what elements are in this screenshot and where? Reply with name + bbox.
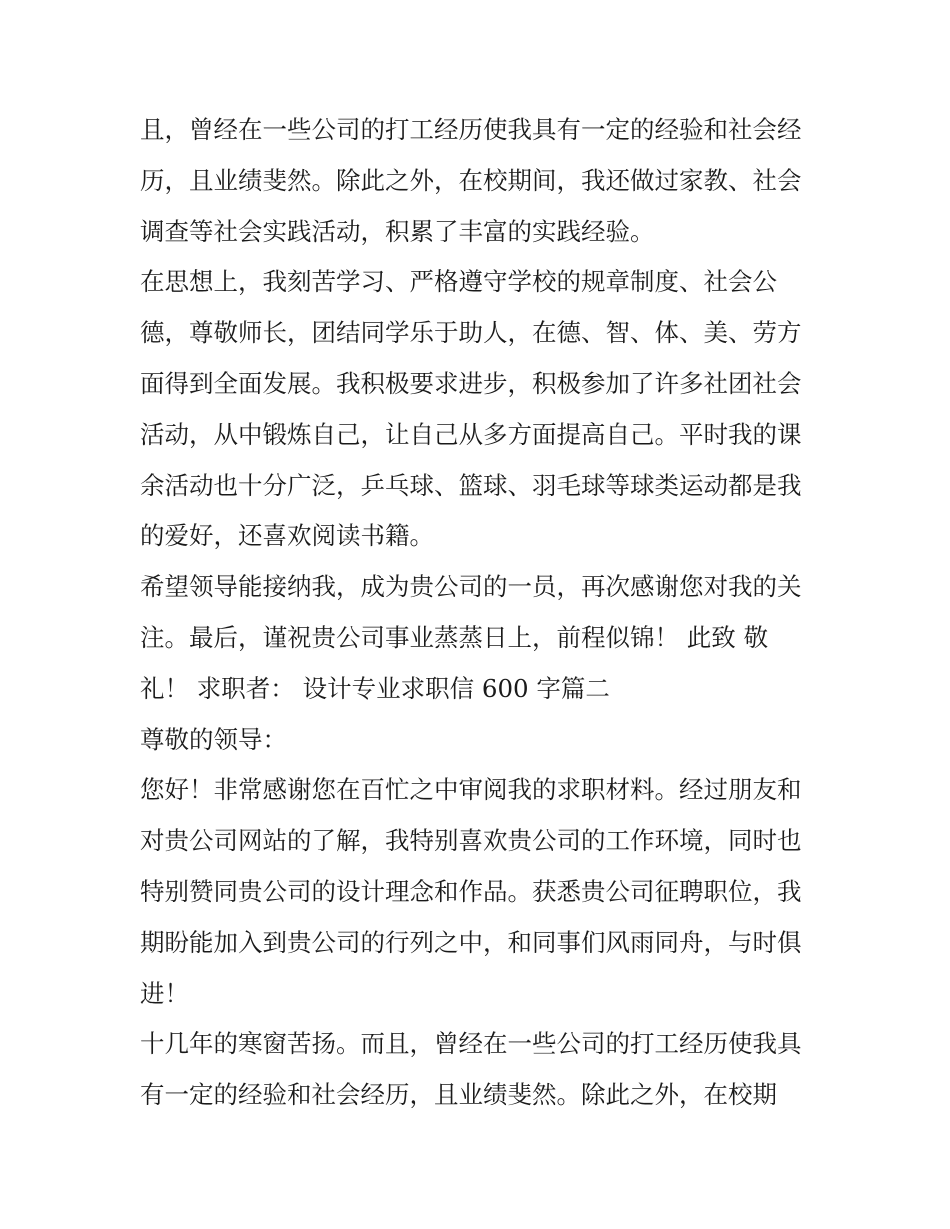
text-line: 且，曾经在一些公司的打工经历使我具有一定的经验和社会经 bbox=[140, 115, 802, 144]
text-line: 有一定的经验和社会经历，且业绩斐然。除此之外，在校期 bbox=[140, 1080, 777, 1110]
letter-body bbox=[140, 105, 820, 1121]
text-line: 对贵公司网站的了解，我特别喜欢贵公司的工作环境，同时也 bbox=[140, 826, 802, 856]
text-line: 特别赞同贵公司的设计理念和作品。获悉贵公司征聘职位，我 bbox=[140, 876, 802, 906]
text-line: 在思想上，我刻苦学习、严格遵守学校的规章制度、社会公 bbox=[140, 267, 777, 297]
text-line: 注。最后，谨祝贵公司事业蒸蒸日上，前程似锦！ 此致 敬 bbox=[140, 622, 769, 652]
salutation: 尊敬的领导： bbox=[140, 724, 287, 754]
text-line: 期盼能加入到贵公司的行列之中，和同事们风雨同舟，与时俱 bbox=[140, 927, 802, 957]
text-line: 调查等社会实践活动，积累了丰富的实践经验。 bbox=[140, 216, 655, 246]
text-line: 历，且业绩斐然。除此之外，在校期间，我还做过家教、社会 bbox=[140, 165, 802, 195]
text-line: 礼！ 求职者： 设计专业求职信 600 字篇二 bbox=[140, 673, 610, 703]
text-line: 您好！非常感谢您在百忙之中审阅我的求职材料。经过朋友和 bbox=[140, 775, 802, 805]
text-line: 希望领导能接纳我，成为贵公司的一员，再次感谢您对我的关 bbox=[140, 572, 802, 602]
text-line: 面得到全面发展。我积极要求进步，积极参加了许多社团社会 bbox=[140, 368, 802, 398]
text-line: 余活动也十分广泛，乒乓球、篮球、羽毛球等球类运动都是我 bbox=[140, 470, 802, 500]
text-line: 活动，从中锻炼自己，让自己从多方面提高自己。平时我的课 bbox=[140, 419, 802, 449]
text-line: 十几年的寒窗苦扬。而且，曾经在一些公司的打工经历使我具 bbox=[140, 1029, 802, 1059]
text-line: 德，尊敬师长，团结同学乐于助人，在德、智、体、美、劳方 bbox=[140, 318, 802, 348]
text-line: 的爱好，还喜欢阅读书籍。 bbox=[140, 521, 434, 551]
text-line: 进！ bbox=[140, 978, 189, 1008]
